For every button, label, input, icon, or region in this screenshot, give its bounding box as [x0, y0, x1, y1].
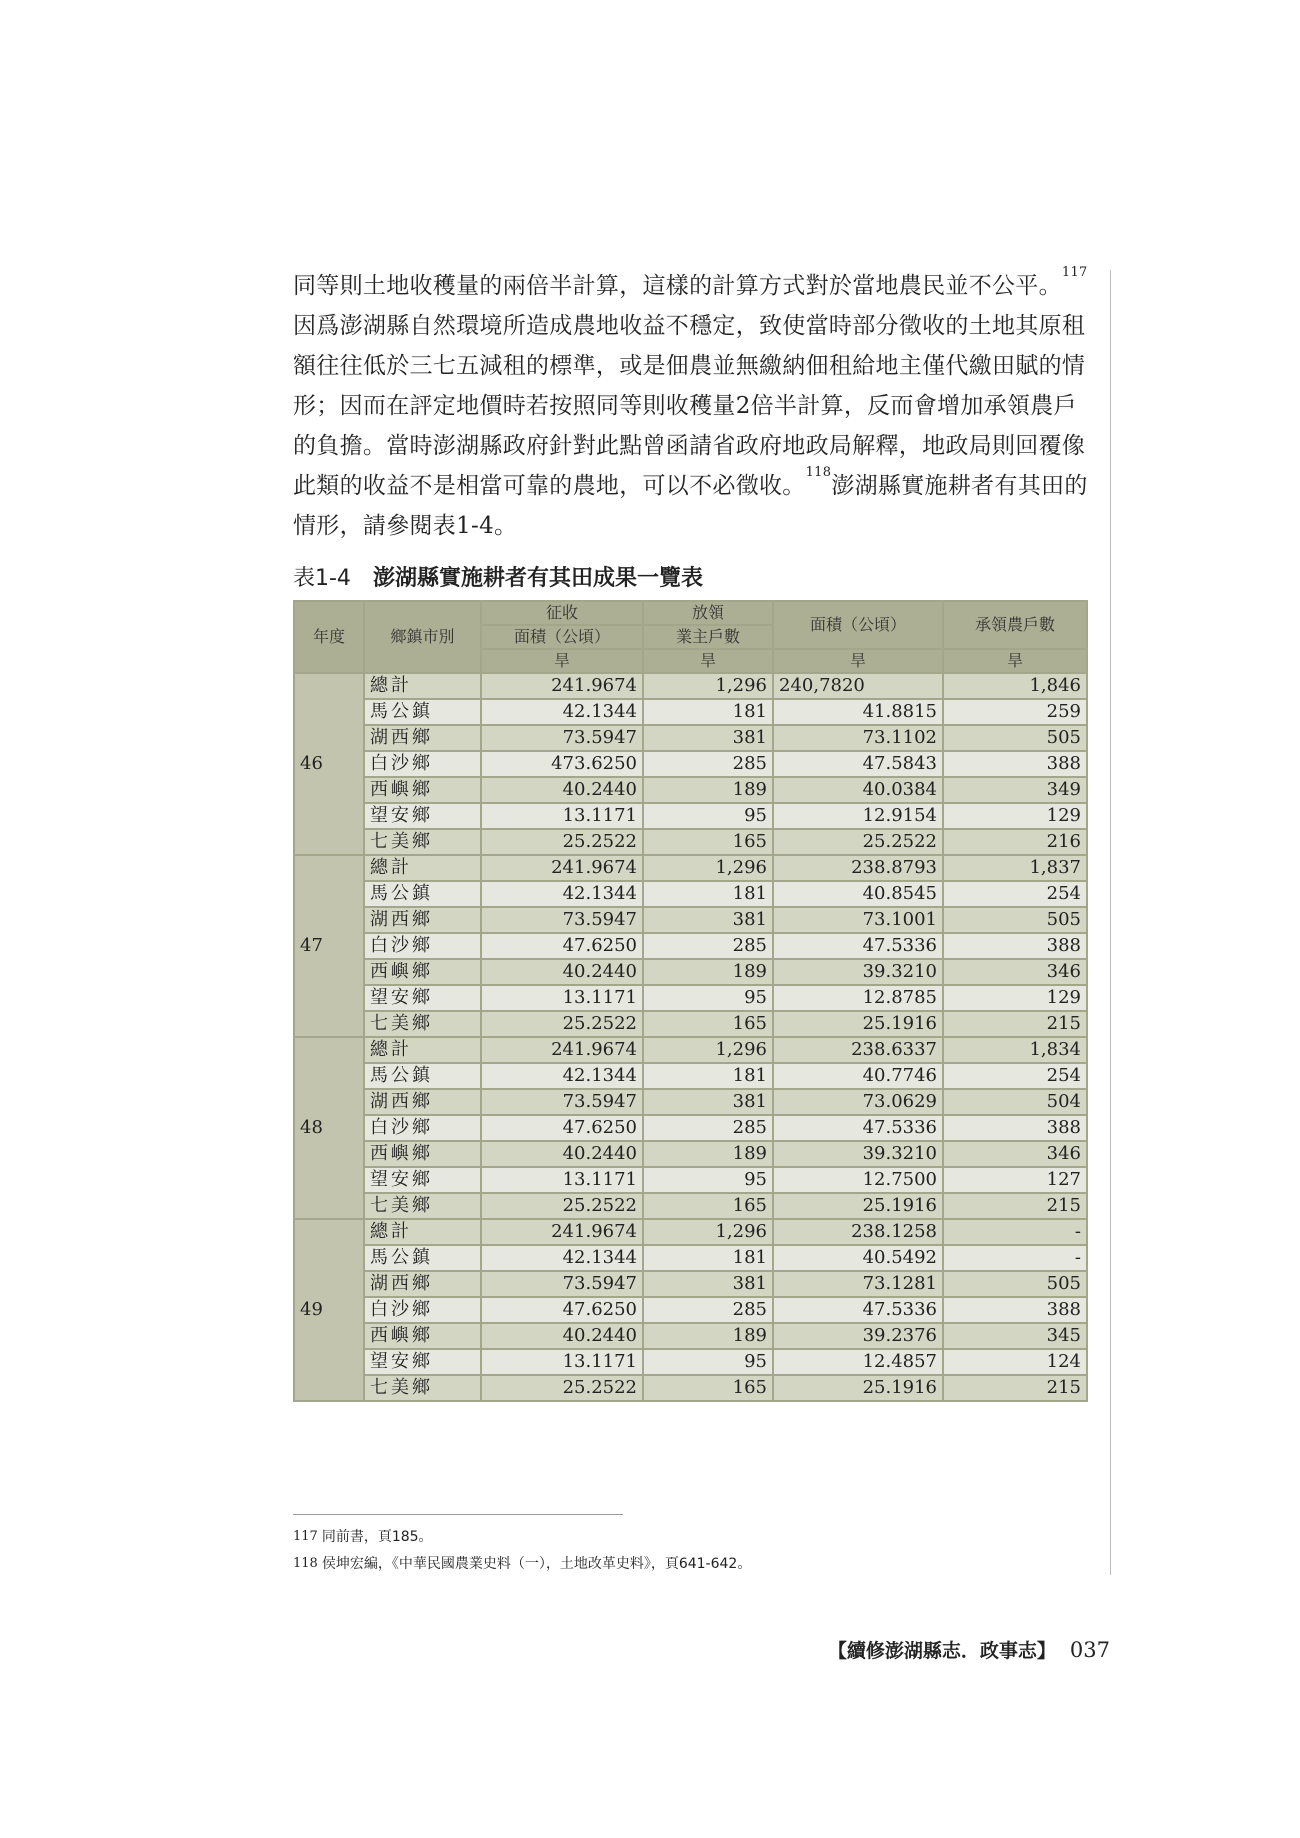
table-row	[294, 751, 1087, 777]
owners-cell: 95	[643, 985, 773, 1011]
table-row	[294, 803, 1087, 829]
farmers-cell: 388	[943, 751, 1087, 777]
levy-area-cell: 73.5947	[481, 1089, 643, 1115]
farmers-cell: -	[943, 1245, 1087, 1271]
table-row	[294, 725, 1087, 751]
year-cell: 48	[294, 1037, 364, 1219]
farmers-cell: 505	[943, 725, 1087, 751]
town-cell: 湖西鄉	[364, 1271, 481, 1297]
town-cell: 西嶼鄉	[364, 1141, 481, 1167]
levy-area-cell: 73.5947	[481, 907, 643, 933]
para-line: 情形，請參閱表1-4。	[293, 513, 518, 539]
table-row	[294, 985, 1087, 1011]
year-cell: 49	[294, 1219, 364, 1401]
table-row	[294, 855, 1087, 881]
farmers-cell: 388	[943, 933, 1087, 959]
levy-area-cell: 47.6250	[481, 1115, 643, 1141]
para-line: 額往往低於三七五減租的標準，或是佃農並無繳納佃租給地主僅代繳田賦的情	[293, 353, 1086, 379]
header-dry: 旱	[943, 649, 1087, 673]
table-row	[294, 829, 1087, 855]
para-line: 因爲澎湖縣自然環境所造成農地收益不穩定，致使當時部分徵收的土地其原租	[293, 313, 1086, 339]
town-cell: 白沙鄉	[364, 933, 481, 959]
levy-area-cell: 42.1344	[481, 881, 643, 907]
farmers-cell: -	[943, 1219, 1087, 1245]
table-row	[294, 1271, 1087, 1297]
footnote: 117 同前書，頁185。	[293, 1529, 433, 1545]
owners-cell: 285	[643, 1115, 773, 1141]
body-paragraph	[293, 266, 1093, 546]
header-dry: 旱	[643, 649, 773, 673]
area-cell: 73.1001	[773, 907, 943, 933]
levy-area-cell: 25.2522	[481, 829, 643, 855]
levy-area-cell: 47.6250	[481, 933, 643, 959]
farmers-cell: 1,846	[943, 673, 1087, 699]
levy-area-cell: 241.9674	[481, 673, 643, 699]
header-owners: 業主戶數	[643, 625, 773, 649]
levy-area-cell: 241.9674	[481, 1037, 643, 1063]
owners-cell: 95	[643, 1167, 773, 1193]
area-cell: 39.2376	[773, 1323, 943, 1349]
area-cell: 25.1916	[773, 1193, 943, 1219]
farmers-cell: 254	[943, 881, 1087, 907]
town-cell: 白沙鄉	[364, 1115, 481, 1141]
para-line: 的負擔。當時澎湖縣政府針對此點曾函請省政府地政局解釋，地政局則回覆像	[293, 433, 1086, 459]
area-cell: 12.8785	[773, 985, 943, 1011]
area-cell: 40.5492	[773, 1245, 943, 1271]
header-area: 面積（公頃）	[773, 601, 943, 649]
area-cell: 41.8815	[773, 699, 943, 725]
owners-cell: 165	[643, 1011, 773, 1037]
town-cell: 湖西鄉	[364, 907, 481, 933]
area-cell: 47.5336	[773, 1115, 943, 1141]
farmers-cell: 1,834	[943, 1037, 1087, 1063]
area-cell: 12.7500	[773, 1167, 943, 1193]
header-year: 年度	[294, 601, 364, 673]
levy-area-cell: 241.9674	[481, 1219, 643, 1245]
footnote-ref: 118	[805, 465, 832, 480]
header-town: 鄉鎮市別	[364, 601, 481, 673]
area-cell: 12.9154	[773, 803, 943, 829]
farmers-cell: 215	[943, 1011, 1087, 1037]
town-cell: 七美鄉	[364, 1193, 481, 1219]
area-cell: 25.2522	[773, 829, 943, 855]
header-levy: 征收	[481, 601, 643, 625]
owners-cell: 189	[643, 959, 773, 985]
footnote-divider	[293, 1514, 623, 1515]
levy-area-cell: 42.1344	[481, 699, 643, 725]
farmers-cell: 127	[943, 1167, 1087, 1193]
farmers-cell: 388	[943, 1297, 1087, 1323]
area-cell: 73.0629	[773, 1089, 943, 1115]
town-cell: 望安鄉	[364, 1349, 481, 1375]
owners-cell: 95	[643, 803, 773, 829]
levy-area-cell: 40.2440	[481, 959, 643, 985]
farmers-cell: 505	[943, 1271, 1087, 1297]
area-cell: 47.5336	[773, 1297, 943, 1323]
levy-area-cell: 42.1344	[481, 1063, 643, 1089]
owners-cell: 1,296	[643, 1037, 773, 1063]
owners-cell: 165	[643, 1193, 773, 1219]
levy-area-cell: 40.2440	[481, 1141, 643, 1167]
farmers-cell: 129	[943, 803, 1087, 829]
levy-area-cell: 13.1171	[481, 803, 643, 829]
levy-area-cell: 241.9674	[481, 855, 643, 881]
owners-cell: 181	[643, 881, 773, 907]
owners-cell: 189	[643, 1323, 773, 1349]
area-cell: 39.3210	[773, 959, 943, 985]
town-cell: 湖西鄉	[364, 1089, 481, 1115]
town-cell: 七美鄉	[364, 1375, 481, 1401]
header-release: 放領	[643, 601, 773, 625]
table-row	[294, 1089, 1087, 1115]
area-cell: 40.0384	[773, 777, 943, 803]
levy-area-cell: 13.1171	[481, 1167, 643, 1193]
header-levy-area: 面積（公頃）	[481, 625, 643, 649]
levy-area-cell: 25.2522	[481, 1193, 643, 1219]
footnote-ref: 117	[1061, 265, 1088, 280]
owners-cell: 165	[643, 829, 773, 855]
para-line: 同等則土地收穫量的兩倍半計算，這樣的計算方式對於當地農民並不公平。$^{117}$	[293, 265, 1088, 299]
page-footer	[828, 1636, 1110, 1663]
town-cell: 總計	[364, 1037, 481, 1063]
owners-cell: 381	[643, 1271, 773, 1297]
para-line: 此類的收益不是相當可靠的農地，可以不必徵收。$^{118}$澎湖縣實施耕者有其田的	[293, 465, 1088, 499]
area-cell: 40.8545	[773, 881, 943, 907]
area-cell: 39.3210	[773, 1141, 943, 1167]
area-cell: 238.8793	[773, 855, 943, 881]
table-row	[294, 1349, 1087, 1375]
table-row	[294, 1219, 1087, 1245]
farmers-cell: 254	[943, 1063, 1087, 1089]
levy-area-cell: 47.6250	[481, 1297, 643, 1323]
town-cell: 七美鄉	[364, 829, 481, 855]
levy-area-cell: 13.1171	[481, 1349, 643, 1375]
footnote: 118 侯坤宏編，《中華民國農業史料（一），土地改革史料》，頁641-642。	[293, 1556, 752, 1572]
owners-cell: 189	[643, 1141, 773, 1167]
area-cell: 47.5336	[773, 933, 943, 959]
town-cell: 望安鄉	[364, 803, 481, 829]
table-row	[294, 1323, 1087, 1349]
farmers-cell: 504	[943, 1089, 1087, 1115]
farmers-cell: 1,837	[943, 855, 1087, 881]
table-row	[294, 673, 1087, 699]
table-row	[294, 959, 1087, 985]
owners-cell: 381	[643, 1089, 773, 1115]
town-cell: 馬公鎮	[364, 699, 481, 725]
owners-cell: 95	[643, 1349, 773, 1375]
margin-rule	[1110, 270, 1111, 1575]
table-row	[294, 1063, 1087, 1089]
area-cell: 12.4857	[773, 1349, 943, 1375]
owners-cell: 285	[643, 1297, 773, 1323]
area-cell: 47.5843	[773, 751, 943, 777]
town-cell: 總計	[364, 673, 481, 699]
town-cell: 西嶼鄉	[364, 959, 481, 985]
town-cell: 白沙鄉	[364, 751, 481, 777]
table-row	[294, 1141, 1087, 1167]
book-title: 【續修澎湖縣志．政事志】	[827, 1640, 1056, 1662]
farmers-cell: 124	[943, 1349, 1087, 1375]
farmers-cell: 215	[943, 1193, 1087, 1219]
town-cell: 總計	[364, 1219, 481, 1245]
table-row	[294, 1115, 1087, 1141]
area-cell: 40.7746	[773, 1063, 943, 1089]
owners-cell: 181	[643, 699, 773, 725]
owners-cell: 381	[643, 725, 773, 751]
owners-cell: 1,296	[643, 855, 773, 881]
farmers-cell: 346	[943, 959, 1087, 985]
table-row	[294, 1167, 1087, 1193]
levy-area-cell: 25.2522	[481, 1375, 643, 1401]
owners-cell: 1,296	[643, 673, 773, 699]
levy-area-cell: 40.2440	[481, 777, 643, 803]
town-cell: 馬公鎮	[364, 1245, 481, 1271]
area-cell: 73.1281	[773, 1271, 943, 1297]
year-cell: 46	[294, 673, 364, 855]
town-cell: 白沙鄉	[364, 1297, 481, 1323]
para-line: 形；因而在評定地價時若按照同等則收穫量2倍半計算，反而會增加承領農戶	[293, 393, 1077, 419]
area-cell: 238.1258	[773, 1219, 943, 1245]
town-cell: 總計	[364, 855, 481, 881]
town-cell: 望安鄉	[364, 985, 481, 1011]
owners-cell: 189	[643, 777, 773, 803]
farmers-cell: 345	[943, 1323, 1087, 1349]
header-farmers: 承領農戶數	[943, 601, 1087, 649]
farmers-cell: 259	[943, 699, 1087, 725]
table-row	[294, 777, 1087, 803]
levy-area-cell: 73.5947	[481, 725, 643, 751]
town-cell: 七美鄉	[364, 1011, 481, 1037]
owners-cell: 181	[643, 1245, 773, 1271]
town-cell: 西嶼鄉	[364, 1323, 481, 1349]
area-cell: 240,7820	[773, 673, 943, 699]
header-dry: 旱	[773, 649, 943, 673]
levy-area-cell: 40.2440	[481, 1323, 643, 1349]
farmers-cell: 349	[943, 777, 1087, 803]
owners-cell: 285	[643, 933, 773, 959]
town-cell: 望安鄉	[364, 1167, 481, 1193]
town-cell: 湖西鄉	[364, 725, 481, 751]
area-cell: 25.1916	[773, 1011, 943, 1037]
table-body	[294, 673, 1087, 1401]
farmers-cell: 216	[943, 829, 1087, 855]
table-row	[294, 699, 1087, 725]
table-title: 表1-4 澎湖縣實施耕者有其田成果一覽表	[293, 566, 703, 591]
levy-area-cell: 73.5947	[481, 1271, 643, 1297]
farmers-cell: 346	[943, 1141, 1087, 1167]
table-row	[294, 1375, 1087, 1401]
farmers-cell: 215	[943, 1375, 1087, 1401]
town-cell: 馬公鎮	[364, 1063, 481, 1089]
farmers-cell: 505	[943, 907, 1087, 933]
page-number: 037	[1069, 1638, 1110, 1662]
table-row	[294, 1297, 1087, 1323]
results-table	[293, 600, 1088, 1402]
table-row	[294, 907, 1087, 933]
owners-cell: 1,296	[643, 1219, 773, 1245]
owners-cell: 165	[643, 1375, 773, 1401]
farmers-cell: 388	[943, 1115, 1087, 1141]
owners-cell: 285	[643, 751, 773, 777]
year-cell: 47	[294, 855, 364, 1037]
table-row	[294, 933, 1087, 959]
levy-area-cell: 13.1171	[481, 985, 643, 1011]
table-row	[294, 1011, 1087, 1037]
table-row	[294, 1037, 1087, 1063]
owners-cell: 381	[643, 907, 773, 933]
town-cell: 馬公鎮	[364, 881, 481, 907]
levy-area-cell: 42.1344	[481, 1245, 643, 1271]
area-cell: 25.1916	[773, 1375, 943, 1401]
levy-area-cell: 25.2522	[481, 1011, 643, 1037]
table-row	[294, 1245, 1087, 1271]
table-row	[294, 881, 1087, 907]
header-dry: 旱	[481, 649, 643, 673]
farmers-cell: 129	[943, 985, 1087, 1011]
owners-cell: 181	[643, 1063, 773, 1089]
levy-area-cell: 473.6250	[481, 751, 643, 777]
table-row	[294, 1193, 1087, 1219]
area-cell: 73.1102	[773, 725, 943, 751]
town-cell: 西嶼鄉	[364, 777, 481, 803]
area-cell: 238.6337	[773, 1037, 943, 1063]
